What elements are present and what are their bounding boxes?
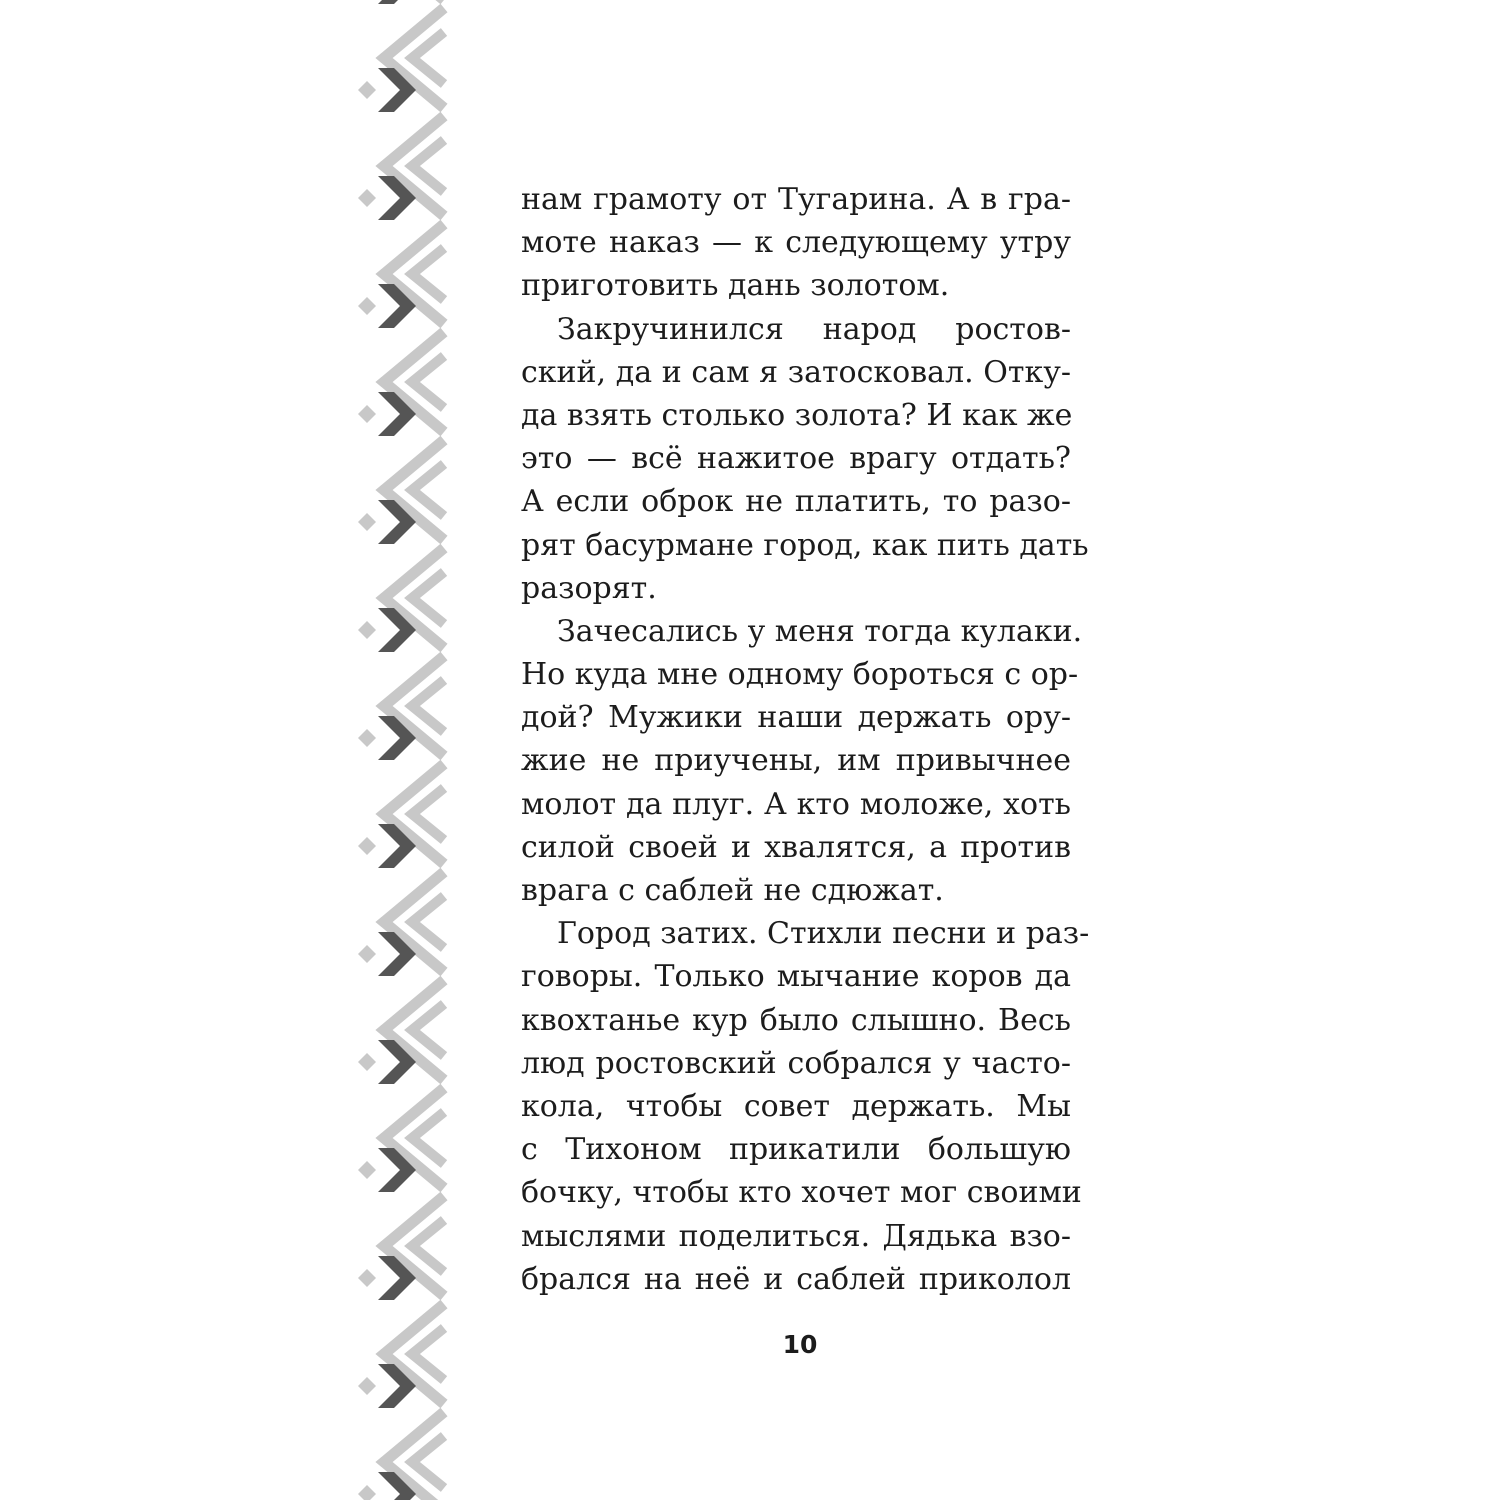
diamond-icon <box>358 405 376 423</box>
text-line: ский, да и сам я затосковал. Отку- <box>521 354 1071 390</box>
text-line: брался на неё и саблей приколол <box>521 1261 1071 1297</box>
text-line: с Тихоном прикатили большую <box>521 1132 1071 1168</box>
diamond-icon <box>358 297 376 315</box>
diamond-icon <box>358 1377 376 1395</box>
text-line: А если оброк не платить, то разо- <box>521 484 1071 520</box>
text-line: силой своей и хвалятся, а против <box>521 829 1071 865</box>
diamond-icon <box>358 1269 376 1287</box>
text-line: дой? Мужики наши держать ору- <box>521 700 1071 736</box>
chevron-light-inner-icon <box>412 1112 444 1164</box>
chevron-light-inner-icon <box>412 680 444 732</box>
chevron-light-inner-icon <box>412 1328 444 1380</box>
diamond-icon <box>358 513 376 531</box>
page-number: 10 <box>782 1330 818 1359</box>
text-line: приготовить дань золотом. <box>521 268 950 304</box>
diamond-icon <box>358 1161 376 1179</box>
chevron-light-inner-icon <box>412 572 444 624</box>
text-line: рят басурмане город, как пить дать <box>521 527 1089 563</box>
text-line: Закручинился народ ростов- <box>557 311 1071 347</box>
chevron-dark-icon <box>378 0 416 4</box>
text-line: Но куда мне одному бороться с ор- <box>521 657 1079 693</box>
text-line: люд ростовский собрался у часто- <box>521 1045 1071 1081</box>
diamond-icon <box>358 81 376 99</box>
text-line: бочку, чтобы кто хочет мог своими <box>521 1175 1082 1211</box>
text-line: врага с саблей не сдюжат. <box>521 873 944 908</box>
text-line: молот да плуг. А кто моложе, хоть <box>521 786 1071 822</box>
text-line: нам грамоту от Тугарина. А в гра- <box>521 182 1071 217</box>
diamond-icon <box>358 729 376 747</box>
chevron-light-inner-icon <box>412 356 444 408</box>
text-line: мыслями поделиться. Дядька взо- <box>521 1218 1071 1254</box>
chevron-light-inner-icon <box>412 1004 444 1056</box>
chevron-light-inner-icon <box>412 248 444 300</box>
body-text <box>521 178 1090 1301</box>
diamond-icon <box>358 189 376 207</box>
text-line: моте наказ — к следующему утру <box>521 225 1071 261</box>
diamond-icon <box>358 1053 376 1071</box>
text-line: Город затих. Стихли песни и раз- <box>557 916 1090 952</box>
chevron-light-inner-icon <box>412 464 444 516</box>
text-line: разорят. <box>521 570 657 606</box>
text-line: говоры. Только мычание коров да <box>521 959 1071 995</box>
chevron-light-inner-icon <box>412 32 444 84</box>
decorative-zigzag-border <box>340 0 450 1500</box>
text-line: да взять столько золота? И как же <box>521 397 1073 433</box>
text-line: Зачесались у меня тогда кулаки. <box>557 613 1083 649</box>
text-line: это — всё нажитое врагу отдать? <box>521 441 1071 477</box>
diamond-icon <box>358 837 376 855</box>
chevron-light-inner-icon <box>412 1436 444 1488</box>
chevron-light-inner-icon <box>412 896 444 948</box>
text-line: жие не приучены, им привычнее <box>521 743 1071 779</box>
chevron-light-inner-icon <box>412 140 444 192</box>
chevron-light-inner-icon <box>412 1220 444 1272</box>
diamond-icon <box>358 945 376 963</box>
text-line: кола, чтобы совет держать. Мы <box>521 1088 1071 1124</box>
text-line: квохтанье кур было слышно. Весь <box>521 1002 1071 1038</box>
chevron-light-inner-icon <box>412 788 444 840</box>
diamond-icon <box>358 621 376 639</box>
diamond-icon <box>358 1485 376 1500</box>
